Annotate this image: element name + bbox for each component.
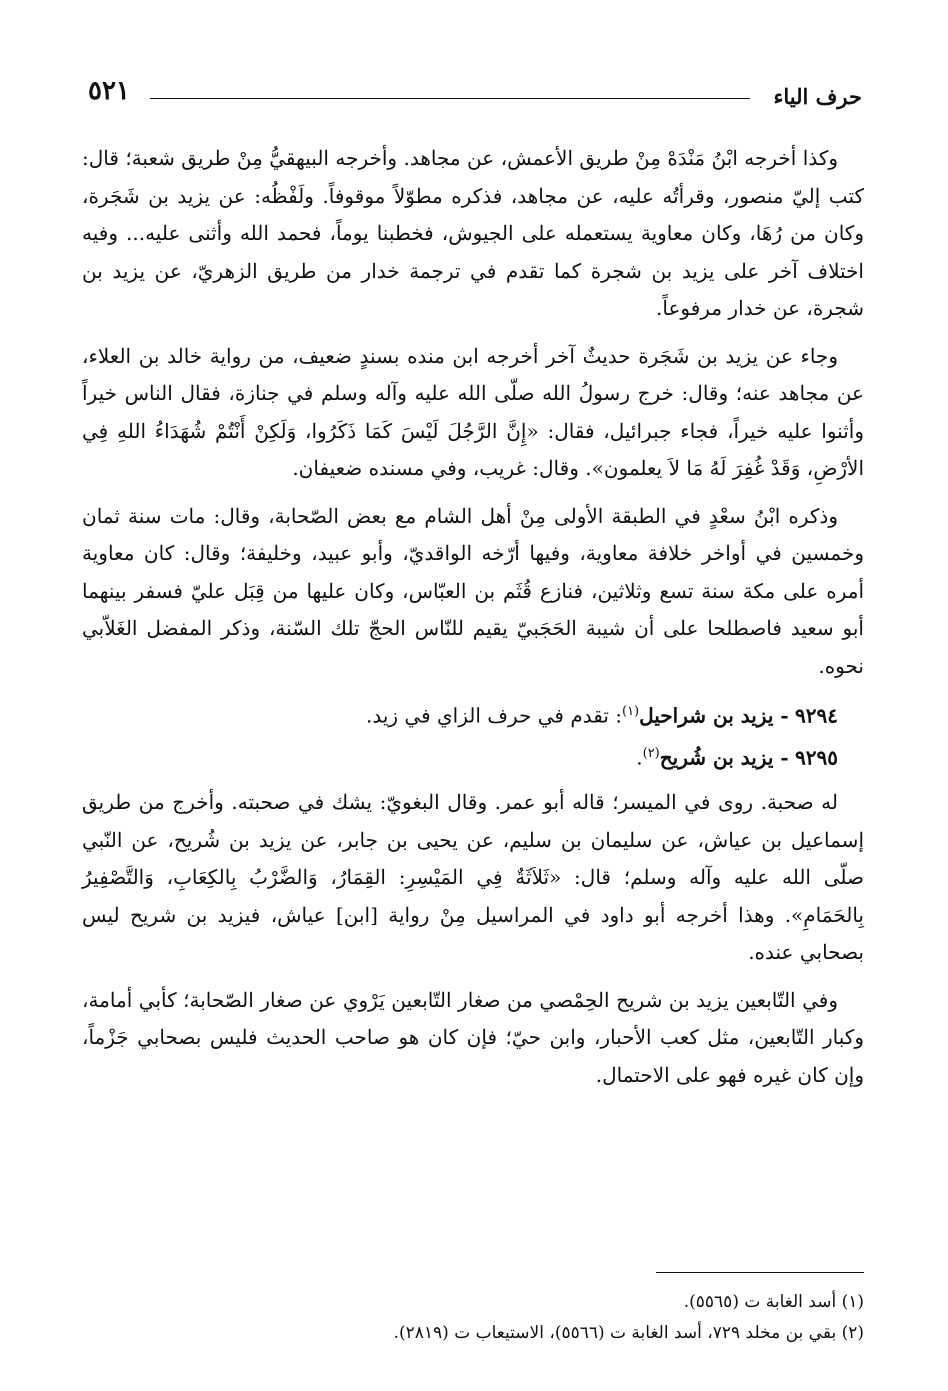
paragraph: وكذا أخرجه ابْنُ مَنْدَهْ مِنْ طريق الأعمش، عن مجاهد. وأخرجه البيهقيُّ مِنْ طريق شعبة؛ قال: كتب إليّ منصور، وقرأتُه عليه، عن مجاهد، فذكره مطوّلاً موقوفاً. ولَفْظُه: عن يزيد بن شَجَرة، وكان من رُهَا، وكان معاوية يستعمله على الجيوش، فخطبنا يوماً، فحمد الله وأثنى عليه... وفيه اختلاف آخر على يزيد بن شجرة كما تقدم في ترجمة خدار من طريق الزهريّ، عن يزيد بن شجرة، عن خدار مرفوعاً. (82, 146, 864, 320)
footnote: (٢) بقي بن مخلد ٧٢٩، أسد الغابة ت (٥٥٦٦)، الاستيعاب ت (٢٨١٩). (393, 1323, 864, 1343)
biography-entries (82, 693, 864, 776)
page-header (88, 70, 862, 114)
footnote: (١) أسد الغابة ت (٥٥٦٥). (683, 1292, 864, 1312)
footnote-ref[interactable]: (١) (621, 704, 640, 719)
entry-name: يزيد بن شراحيل (639, 703, 774, 728)
paragraph: وذكره ابْنُ سعْدٍ في الطبقة الأولى مِنْ أهل الشام مع بعض الصّحابة، وقال: مات سنة ثمان وخمسين في أواخر خلافة معاوية، وفيها أرّخه الواقديّ، وأبو عبيد، وخليفة؛ وقال: كان معاوية أمره على مكة سنة تسع وثلاثين، فنازع قُثَم بن العبّاس، وكان عليها من قِبَل عليّ فسفر بينهما أبو سعيد فاصطلحا على أن شيبة الحَجَبيّ يقيم للنّاس الحجّ تلك السّنة، وذكر المفضل الغَلاّبي نحوه. (82, 503, 864, 678)
entry-text: . (636, 745, 643, 770)
biography-entry: ٩٢٩٥ - يزيد بن شُريح$^{(٢)}$. (636, 745, 838, 770)
biography-entry: ٩٢٩٤ - يزيد بن شراحيل$^{(١)}$: تقدم في حرف الزاي في زيد. (365, 703, 838, 728)
footnote-ref[interactable]: (٢) (642, 745, 660, 761)
page-number: ٥٢١ (88, 76, 130, 106)
page-body (82, 140, 864, 1094)
footnote-rule (656, 1272, 864, 1273)
header-rule (150, 98, 750, 99)
paragraph: وفي التّابعين يزيد بن شريح الحِمْصي من صغار التّابعين يَرْوي عن صغار الصّحابة؛ كأبي أمامة، وكبار التّابعين، مثل كعب الأحبار، وابن حيّ؛ فإن كان هو صاحب الحديث فليس بصحابي جَزْماً، وإن كان غيره فهو على الاحتمال. (82, 987, 864, 1087)
footnotes (82, 1287, 864, 1349)
paragraph: له صحبة. روى في الميسر؛ قاله أبو عمر. وقال البغويّ: يشك في صحبته. وأخرج من طريق إسماعيل بن عياش، عن سليمان بن سليم، عن يحيى بن جابر، عن يزيد بن شُريح، عن النّبي صلّى الله عليه وآله وسلم؛ قال: «ثَلاَثَةٌ فِي المَيْسِرِ: القِمَارُ، وَالضَّرْبُ بِالكِعَابِ، وَالتَّصْفِيرُ بِالحَمَامِ». وهذا أخرجه أبو داود في المراسيل مِنْ رواية [ابن] عياش، فيزيد بن شريح ليس بصحابي عنده. (82, 790, 864, 965)
running-title: حرف الياء (773, 84, 862, 109)
entry-number: ٩٢٩٥ (795, 745, 838, 770)
entry-number: ٩٢٩٤ (795, 703, 838, 728)
entry-name: يزيد بن شُريح (659, 745, 774, 770)
paragraph: وجاء عن يزيد بن شَجَرة حديثٌ آخر أخرجه ابن منده بسندٍ ضعيف، من رواية خالد بن العلاء، عن مجاهد عنه؛ وقال: خرج رسولُ الله صلّى الله عليه وآله وسلم في جنازة، فقال الناس خيراً وأثنوا عليه خيراً، فجاء جبرائيل، فقال: «إِنَّ الرَّجُلَ لَيْسَ كَمَا ذَكَرُوا، وَلَكِنْ أَنْتُمْ شُهَدَاءُ اللهِ فِي الأرْضِ، وَقَدْ غُفِرَ لَهُ مَا لاَ يعلمون». وقال: غريب، وفي مسنده ضعيفان. (82, 343, 864, 480)
entry-text: : تقدم في حرف الزاي في زيد. (365, 703, 622, 728)
